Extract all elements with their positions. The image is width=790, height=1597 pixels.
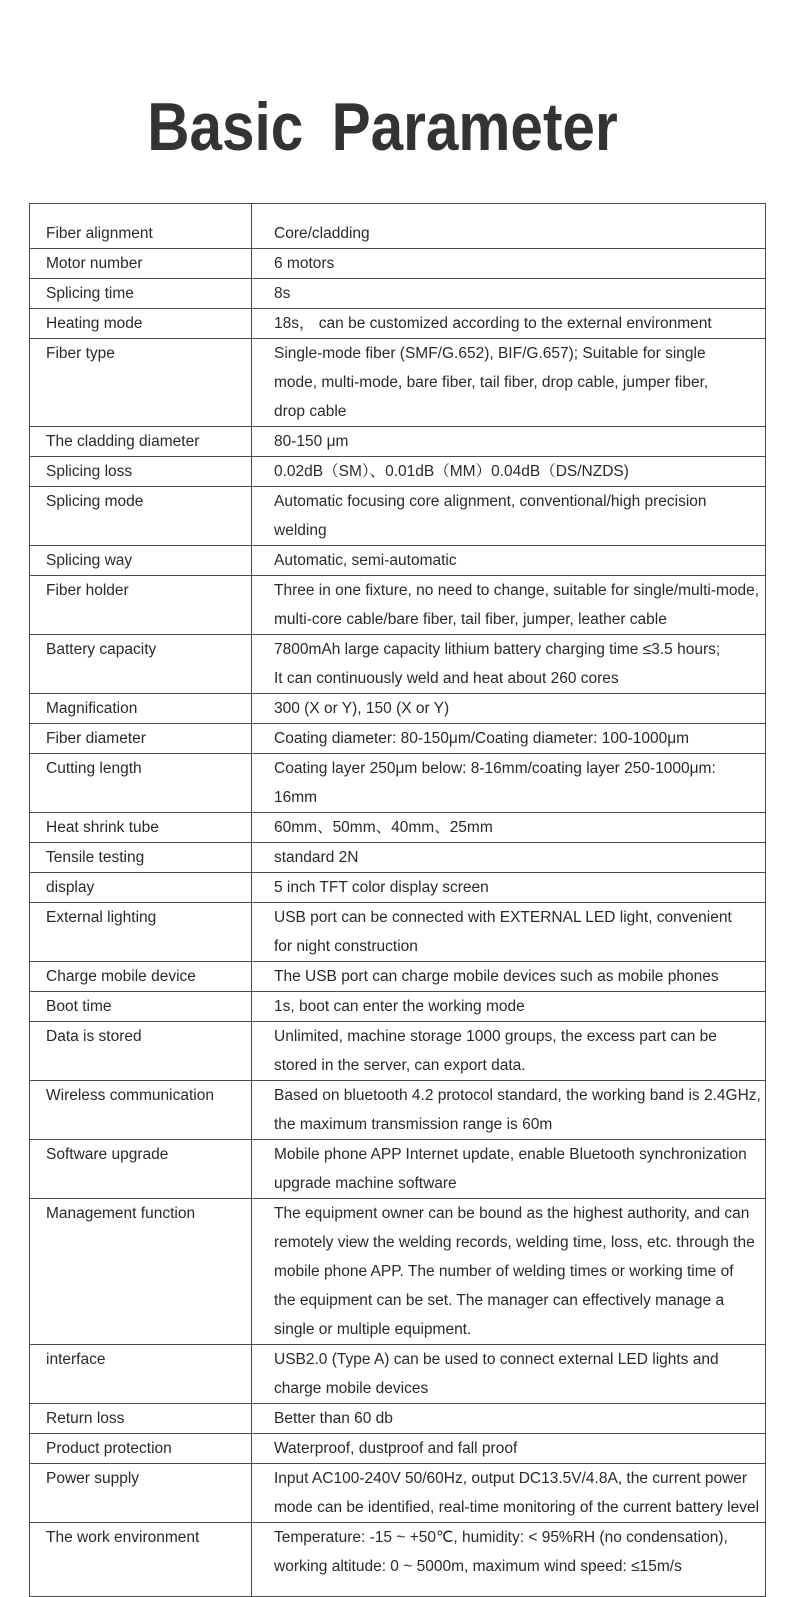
table-row — [30, 309, 766, 339]
parameter-value: 18s， can be customized according to the external environment — [252, 309, 766, 339]
table-row — [30, 843, 766, 873]
parameter-name: Fiber type — [30, 339, 252, 427]
parameter-value: 7800mAh large capacity lithium battery charging time ≤3.5 hours; It can continuously weld and heat about 260 cores — [252, 635, 766, 694]
parameter-name: Battery capacity — [30, 635, 252, 694]
table-row — [30, 813, 766, 843]
parameter-name: display — [30, 873, 252, 903]
parameter-value: Temperature: -15 ~ +50℃, humidity: < 95%RH (no condensation), working altitude: 0 ~ 5000m, maximum wind speed: ≤15m/s — [252, 1523, 766, 1597]
parameter-value: standard 2N — [252, 843, 766, 873]
parameter-name: interface — [30, 1345, 252, 1404]
table-row — [30, 339, 766, 427]
parameter-name: Tensile testing — [30, 843, 252, 873]
parameter-value: Coating diameter: 80-150μm/Coating diameter: 100-1000μm — [252, 724, 766, 754]
table-row — [30, 1199, 766, 1345]
parameter-name: Fiber alignment — [30, 204, 252, 249]
parameter-value: 60mm、50mm、40mm、25mm — [252, 813, 766, 843]
parameter-value: USB port can be connected with EXTERNAL LED light, convenient for night construction — [252, 903, 766, 962]
parameter-name: Splicing mode — [30, 487, 252, 546]
table-row — [30, 1434, 766, 1464]
table-row — [30, 903, 766, 962]
table-row — [30, 1022, 766, 1081]
parameter-name: Software upgrade — [30, 1140, 252, 1199]
parameter-value: 6 motors — [252, 249, 766, 279]
table-row — [30, 457, 766, 487]
parameter-name: Power supply — [30, 1464, 252, 1523]
parameter-name: Charge mobile device — [30, 962, 252, 992]
table-row — [30, 1523, 766, 1597]
parameter-name: Splicing loss — [30, 457, 252, 487]
parameter-value: Input AC100-240V 50/60Hz, output DC13.5V/4.8A, the current power mode can be identified, real-time monitoring of the current battery level — [252, 1464, 766, 1523]
table-row — [30, 204, 766, 249]
parameter-value: Better than 60 db — [252, 1404, 766, 1434]
parameter-name: Splicing way — [30, 546, 252, 576]
table-row — [30, 992, 766, 1022]
parameter-value: Coating layer 250μm below: 8-16mm/coating layer 250-1000μm: 16mm — [252, 754, 766, 813]
parameter-value: Based on bluetooth 4.2 protocol standard, the working band is 2.4GHz, the maximum transmission range is 60m — [252, 1081, 766, 1140]
parameter-name: Data is stored — [30, 1022, 252, 1081]
parameter-value: 0.02dB（SM）、0.01dB（MM）0.04dB（DS/NZDS) — [252, 457, 766, 487]
parameter-value: Three in one fixture, no need to change, suitable for single/multi-mode, multi-core cable/bare fiber, tail fiber, jumper, leather cable — [252, 576, 766, 635]
table-row — [30, 962, 766, 992]
table-row — [30, 694, 766, 724]
parameter-value: Unlimited, machine storage 1000 groups, the excess part can be stored in the server, can export data. — [252, 1022, 766, 1081]
table-row — [30, 873, 766, 903]
parameter-name: External lighting — [30, 903, 252, 962]
parameter-value: Automatic focusing core alignment, conventional/high precision welding — [252, 487, 766, 546]
parameter-name: Management function — [30, 1199, 252, 1345]
table-row — [30, 754, 766, 813]
table-row — [30, 1345, 766, 1404]
table-row — [30, 427, 766, 457]
parameter-value: 300 (X or Y), 150 (X or Y) — [252, 694, 766, 724]
parameter-value: Automatic, semi-automatic — [252, 546, 766, 576]
parameter-name: Fiber holder — [30, 576, 252, 635]
table-row — [30, 1404, 766, 1434]
parameter-value: Single-mode fiber (SMF/G.652), BIF/G.657); Suitable for single mode, multi-mode, bare fiber, tail fiber, drop cable, jumper fiber, drop cable — [252, 339, 766, 427]
parameter-value: Core/cladding — [252, 204, 766, 249]
table-row — [30, 635, 766, 694]
parameter-name: Fiber diameter — [30, 724, 252, 754]
table-row — [30, 279, 766, 309]
parameter-name: Splicing time — [30, 279, 252, 309]
table-row — [30, 1464, 766, 1523]
table-row — [30, 249, 766, 279]
parameter-table — [29, 203, 766, 1597]
parameter-name: Heat shrink tube — [30, 813, 252, 843]
parameter-value: USB2.0 (Type A) can be used to connect external LED lights and charge mobile devices — [252, 1345, 766, 1404]
parameter-value: Waterproof, dustproof and fall proof — [252, 1434, 766, 1464]
parameter-name: Cutting length — [30, 754, 252, 813]
parameter-name: Return loss — [30, 1404, 252, 1434]
parameter-value: 8s — [252, 279, 766, 309]
table-row — [30, 724, 766, 754]
parameter-value: 80-150 μm — [252, 427, 766, 457]
parameter-name: The cladding diameter — [30, 427, 252, 457]
table-row — [30, 546, 766, 576]
parameter-name: Heating mode — [30, 309, 252, 339]
parameter-value: Mobile phone APP Internet update, enable Bluetooth synchronization upgrade machine software — [252, 1140, 766, 1199]
parameter-value: 5 inch TFT color display screen — [252, 873, 766, 903]
table-row — [30, 487, 766, 546]
parameter-name: Wireless communication — [30, 1081, 252, 1140]
parameter-name: The work environment — [30, 1523, 252, 1597]
parameter-value: The equipment owner can be bound as the highest authority, and can remotely view the welding records, welding time, loss, etc. through the mobile phone APP. The number of welding times or working time of the equipment can be set. The manager can effectively manage a single or multiple equipment. — [252, 1199, 766, 1345]
parameter-name: Motor number — [30, 249, 252, 279]
table-row — [30, 1081, 766, 1140]
parameter-value: 1s, boot can enter the working mode — [252, 992, 766, 1022]
parameter-name: Product protection — [30, 1434, 252, 1464]
page-title: Basic Parameter — [147, 89, 618, 165]
parameter-value: The USB port can charge mobile devices such as mobile phones — [252, 962, 766, 992]
parameter-name: Boot time — [30, 992, 252, 1022]
table-row — [30, 576, 766, 635]
parameter-name: Magnification — [30, 694, 252, 724]
parameter-table-body — [30, 204, 766, 1597]
table-row — [30, 1140, 766, 1199]
